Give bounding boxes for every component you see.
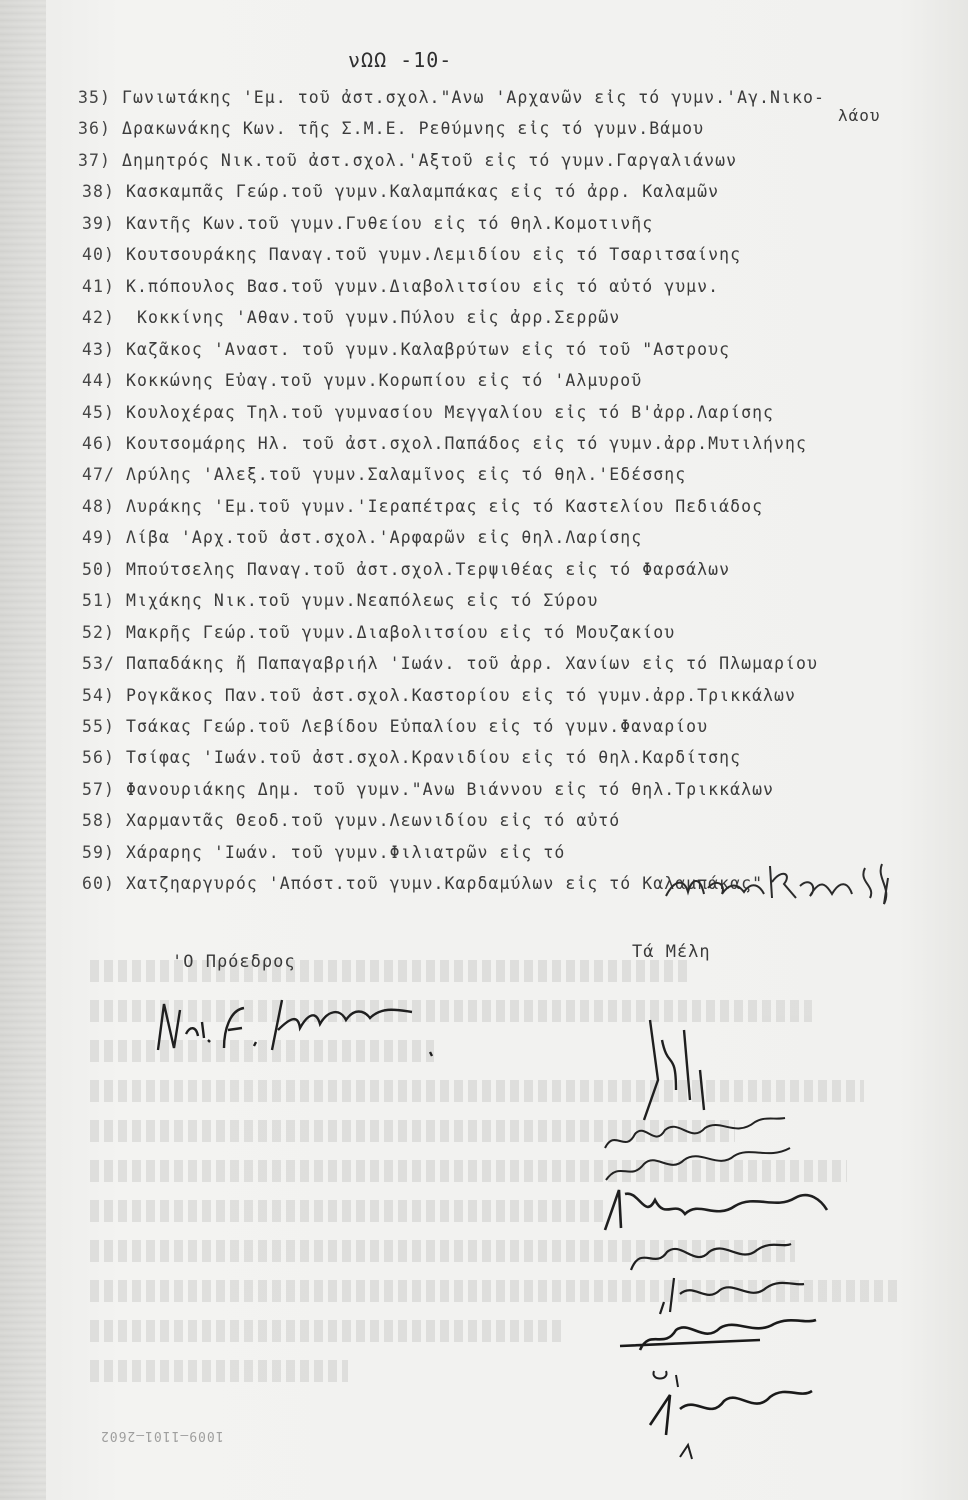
list-item [78,119,704,138]
item-number: 48) [82,496,115,516]
item-text: Λυράκης 'Εμ.τοῦ γυμν.'Ιεραπέτρας εἰς τό Καστελίου Πεδιάδος [126,496,764,516]
list-item [78,151,737,170]
list-item [82,717,708,736]
list-item [82,528,642,547]
item-text: Ρογκᾶκος Παν.τοῦ ἀστ.σχολ.Καστορίου εἰς τό γυμν.ἀρρ.Τρικκάλων [126,685,797,705]
list-item [82,654,818,673]
item-text: Λρύλης 'Αλεξ.τοῦ γυμν.Σαλαμῖνος εἰς τό θηλ.'Εδέσσης [126,465,687,485]
item-text: Γωνιωτάκης 'Εμ. τοῦ ἀστ.σχολ."Ανω 'Αρχανῶν εἰς τό γυμν.'Αγ.Νικο- [122,88,825,107]
item-number: 35) [78,88,111,107]
item-text: Μιχάκης Νικ.τοῦ γυμν.Νεαπόλεως εἰς τό Σύρου [126,591,599,611]
item-text: Τσίφας 'Ιωάν.τοῦ ἀστ.σχολ.Κρανιδίου εἰς τό θηλ.Καρδίτσης [126,748,742,768]
item-number: 45) [82,402,115,422]
list-item [82,465,686,484]
item-text: Κ.πόπουλος Βασ.τοῦ γυμν.Διαβολιτσίου εἰς τό αὐτό γυμν. [126,276,720,296]
item-number: 42) [82,308,115,328]
item-number: 49) [82,528,115,548]
list-item [82,182,719,201]
president-label: 'Ο Πρόεδρος [172,952,296,972]
item-number: 56) [82,748,115,768]
item-text: Χαρμαντᾶς Θεοδ.τοῦ γυμν.Λεωνιδίου εἰς τό αὐτό [126,811,621,831]
list-item [82,686,796,705]
item-number: 46) [82,433,115,453]
item-text: Χατζηαργυρός 'Απόστ.τοῦ γυμν.Καρδαμύλων εἰς τό Καλαμπάκας" [126,874,764,894]
item-number: 60) [82,874,115,894]
item-number: 44) [82,371,115,391]
list-item [78,88,825,107]
list-item [82,245,741,264]
list-item [82,340,730,359]
item-text: Κασκαμπᾶς Γεώρ.τοῦ γυμν.Καλαμπάκας εἰς τό ἀρρ. Καλαμῶν [126,182,720,202]
item-text: Δημητρός Νικ.τοῦ ἀστ.σχολ.'Αξτοῦ εἰς τό γυμν.Γαργαλιάνων [122,150,738,170]
list-item [82,403,774,422]
item-text: Καζᾶκος 'Αναστ. τοῦ γυμν.Καλαβρύτων εἰς τό τοῦ "Αστρους [126,339,731,359]
item-text: Λίβα 'Αρχ.τοῦ ἀστ.σχολ.'Αρφαρῶν εἰς θηλ.Λαρίσης [126,528,643,548]
item-text: Φανουριάκης Δημ. τοῦ γυμν."Ανω Βιάννου εἰς τό θηλ.Τρικκάλων [126,779,775,799]
list-item [82,214,653,233]
item-text: Καντῆς Κων.τοῦ γυμν.Γυθείου εἰς τό θηλ.Κομοτινῆς [126,213,654,233]
handwritten-insert-row-59 [660,858,900,908]
item-number: 53/ [82,654,115,674]
list-item [82,371,642,390]
item-number: 41) [82,276,115,296]
item-text: Κουτσουράκης Παναγ.τοῦ γυμν.Λεμιδίου εἰς τό Τσαριτσαίνης [126,245,742,265]
item-number: 37) [78,150,111,170]
item-text: Μπούτσελης Παναγ.τοῦ ἀστ.σχολ.Τερψιθέας εἰς τό Φαρσάλων [126,559,731,579]
item-number: 39) [82,213,115,233]
page-number: νΩΩ -10- [348,48,453,72]
item-number: 59) [82,842,115,862]
item-number: 38) [82,182,115,202]
item-number: 51) [82,591,115,611]
list-item [82,623,675,642]
item-text: Κοκκίνης 'Αθαν.τοῦ γυμν.Πύλου εἰς ἀρρ.Σερρῶν [126,308,621,328]
item-number: 43) [82,339,115,359]
item-text: Παπαδάκης ἤ Παπαγαβριήλ 'Ιωάν. τοῦ ἀρρ. Χανίων εἰς τό Πλωμαρίου [126,654,818,674]
item-number: 36) [78,119,111,139]
list-item [82,560,730,579]
item-text: Κοκκώνης Εὐαγ.τοῦ γυμν.Κορωπίου εἰς τό 'Αλμυροῦ [126,371,643,391]
members-label: Τά Μέλη [632,942,711,962]
list-item [82,591,598,610]
scan-edge-shadow [0,0,46,1500]
item-number: 50) [82,559,115,579]
list-item [82,277,719,296]
item-text: Κουλοχέρας Τηλ.τοῦ γυμνασίου Μεγγαλίου εἰς τό Β'ἀρρ.Λαρίσης [126,402,775,422]
list-item [82,497,763,516]
item-number: 55) [82,717,115,736]
item-text: Δρακωνάκης Κων. τῆς Σ.Μ.Ε. Ρεθύμνης εἰς τό γυμν.Βάμου [122,119,705,139]
list-item [82,308,620,327]
row-35-continuation: λάου [838,106,881,125]
footer-stamp: 1009—1101—2602 [100,1428,224,1443]
item-number: 57) [82,779,115,799]
member-signature-7 [610,1310,830,1360]
item-number: 47/ [82,465,115,485]
item-text: Κουτσομάρης Ηλ. τοῦ ἀστ.σχολ.Παπάδος εἰς τό γυμν.ἀρρ.Μυτιλήνης [126,433,807,453]
item-number: 58) [82,811,115,831]
item-number: 54) [82,685,115,705]
item-text: Χάραρης 'Ιωάν. τοῦ γυμν.Φιλιατρῶν εἰς τό [126,842,566,862]
list-item [82,434,807,453]
list-item [82,811,620,830]
item-number: 52) [82,622,115,642]
item-text: Μακρῆς Γεώρ.τοῦ γυμν.Διαβολιτσίου εἰς τό Μουζακίου [126,622,676,642]
president-signature [150,990,450,1070]
item-text: Τσάκας Γεώρ.τοῦ Λεβίδου Εὐπαλίου εἰς τό γυμν.Φαναρίου [126,717,709,736]
list-item [82,780,774,799]
item-number: 40) [82,245,115,265]
list-item [82,748,741,767]
member-signature-8 [640,1365,820,1465]
list-item [82,843,565,862]
